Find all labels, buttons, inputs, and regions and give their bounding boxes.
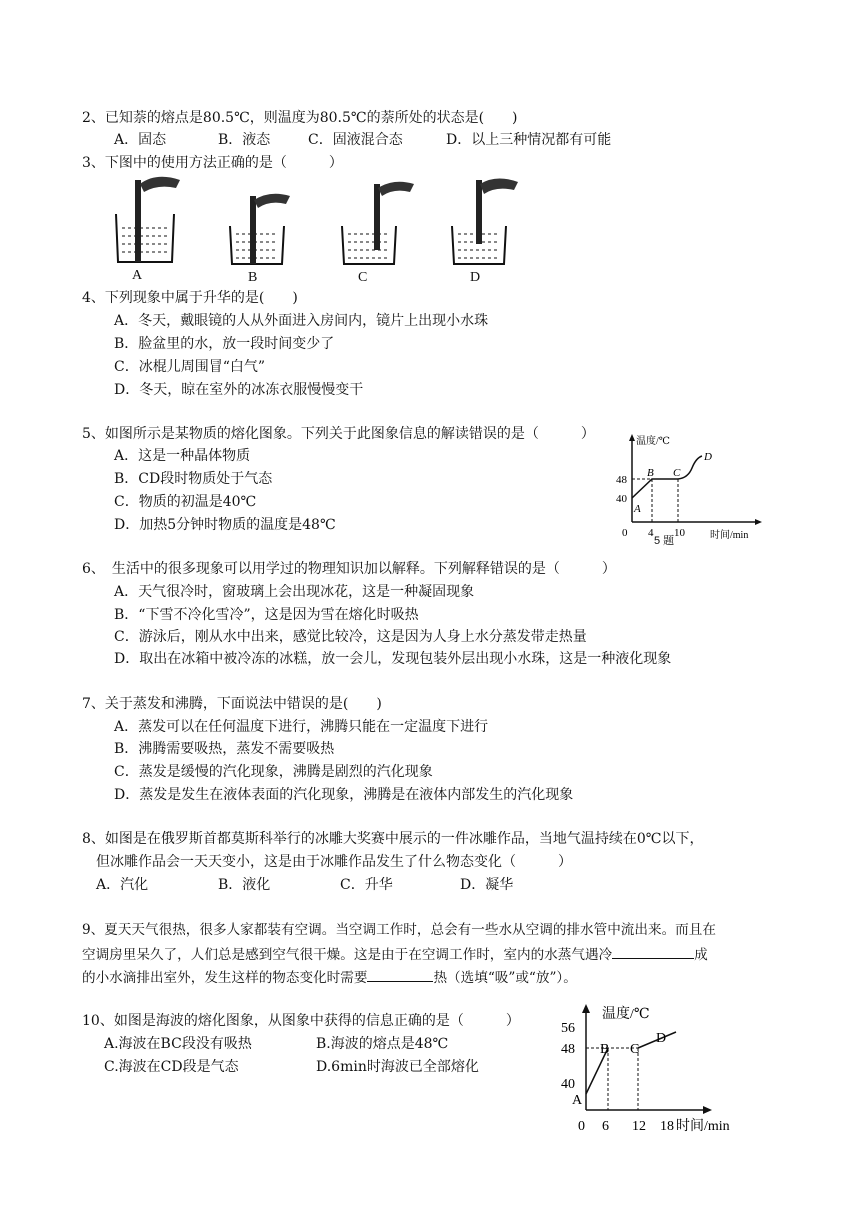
q9-line2-end: 成 xyxy=(694,947,708,963)
q10-point-c: C xyxy=(630,1042,640,1057)
q7-option-d: D．蒸发是发生在液体表面的汽化现象，沸腾是在液体内部发生的汽化现象 xyxy=(114,787,574,803)
q8-stem-line2: 但冰雕作品会一天天变小，这是由于冰雕作品发生了什么物态变化（ ） xyxy=(96,854,572,870)
q2-stem: 2、已知萘的熔点是80.5℃，则温度为80.5℃的萘所处的状态是( ) xyxy=(82,110,518,126)
q5-option-b: B．CD段时物质处于气态 xyxy=(114,471,273,487)
figure-a-beaker xyxy=(116,177,180,262)
q5-graph-caption: 5 题 xyxy=(654,535,675,547)
figure-b-beaker xyxy=(230,194,290,264)
q5-curve xyxy=(632,479,678,498)
q10-xlabel: 时间/min xyxy=(676,1119,730,1134)
q10-xtick-6: 6 xyxy=(602,1119,609,1134)
figure-label-a: A xyxy=(132,268,143,283)
q6-option-b: B．“下雪不冷化雪冷”，这是因为雪在熔化时吸热 xyxy=(114,607,419,623)
q10-xtick-0: 0 xyxy=(578,1119,585,1134)
figure-d-beaker xyxy=(452,178,518,264)
q8-option-b: B．液化 xyxy=(218,877,271,893)
q10-option-c: C.海波在CD段是气态 xyxy=(104,1059,239,1075)
q10-graph xyxy=(556,1002,746,1134)
q3-stem: 3、下图中的使用方法正确的是（ ） xyxy=(82,155,343,171)
q10-point-a: A xyxy=(572,1093,583,1108)
q5-ytick-40: 40 xyxy=(616,493,627,505)
q5-option-a: A．这是一种晶体物质 xyxy=(114,448,251,464)
q4-option-a: A．冬天，戴眼镜的人从外面进入房间内，镜片上出现小水珠 xyxy=(114,313,489,329)
q10-option-b: B.海波的熔点是48℃ xyxy=(316,1036,449,1052)
q9-blank-1[interactable] xyxy=(612,944,694,959)
q7-option-b: B．沸腾需要吸热，蒸发不需要吸热 xyxy=(114,741,335,757)
q5-ytick-48: 48 xyxy=(616,474,627,486)
q5-xtick-0: 0 xyxy=(622,527,628,539)
q10-ytick-56: 56 xyxy=(561,1021,575,1036)
q8-stem-line1: 8、如图是在俄罗斯首都莫斯科举行的冰雕大奖赛中展示的一件冰雕作品，当地气温持续在0℃以下， xyxy=(82,831,704,847)
q5-stem: 5、如图所示是某物质的熔化图象。下列关于此图象信息的解读错误的是（ ） xyxy=(82,426,595,442)
q5-point-a: A xyxy=(634,503,641,515)
q8-option-d: D．凝华 xyxy=(460,877,514,893)
q9-line3: 的小水滴排出室外，发生这样的物态变化时需要 xyxy=(82,970,368,986)
q8-option-c: C．升华 xyxy=(340,877,393,893)
q2-option-a: A．固态 xyxy=(114,132,167,148)
q10-xtick-18: 18 xyxy=(660,1119,674,1134)
q6-option-a: A．天气很冷时，窗玻璃上会出现冰花，这是一种凝固现象 xyxy=(114,584,475,600)
q4-option-b: B．脸盆里的水，放一段时间变少了 xyxy=(114,336,335,352)
q5-option-d: D．加热5分钟时物质的温度是48℃ xyxy=(114,517,336,533)
q9-line1: 9、夏天天气很热，很多人家都装有空调。当空调工作时，总会有一些水从空调的排水管中流出来。而且在 xyxy=(82,922,716,938)
q2-option-d: D．以上三种情况都有可能 xyxy=(446,132,612,148)
q5-point-c: C xyxy=(673,467,681,479)
figure-c-beaker xyxy=(342,182,414,264)
q10-ytick-40: 40 xyxy=(561,1077,575,1092)
q4-option-d: D．冬天，晾在室外的冰冻衣服慢慢变干 xyxy=(114,382,364,398)
q10-point-b: B xyxy=(600,1042,610,1057)
figure-label-b: B xyxy=(248,270,258,285)
q5-point-d: D xyxy=(704,451,712,463)
q6-stem: 6、 生活中的很多现象可以用学过的物理知识加以解释。下列解释错误的是（ ） xyxy=(82,561,616,577)
q10-stem: 10、如图是海波的熔化图象，从图象中获得的信息正确的是（ ） xyxy=(82,1013,520,1029)
q7-option-a: A．蒸发可以在任何温度下进行，沸腾只能在一定温度下进行 xyxy=(114,719,489,735)
q9-line3-end: 热（选填“吸”或“放”）。 xyxy=(433,970,577,986)
q9-line2: 空调房里呆久了，人们总是感到空气很干燥。这是由于在空调工作时，室内的水蒸气遇冷 xyxy=(82,947,613,963)
q2-option-c: C．固液混合态 xyxy=(308,132,403,148)
q9-blank-2[interactable] xyxy=(367,967,433,982)
q10-option-d: D.6min时海波已全部熔化 xyxy=(316,1059,479,1075)
q7-stem: 7、关于蒸发和沸腾，下面说法中错误的是( ) xyxy=(82,696,382,712)
q5-xlabel: 时间/min xyxy=(710,530,749,541)
q6-option-c: C．游泳后，刚从水中出来，感觉比较冷，这是因为人身上水分蒸发带走热量 xyxy=(114,629,587,645)
figure-label-d: D xyxy=(470,270,481,285)
q2-option-b: B．液态 xyxy=(218,132,271,148)
q4-option-c: C．冰棍儿周围冒“白气” xyxy=(114,359,266,375)
thermometer-figures xyxy=(100,170,540,265)
q5-xtick-4: 4 xyxy=(648,527,654,539)
q10-ytick-48: 48 xyxy=(561,1042,575,1057)
q5-ylabel: 温度/℃ xyxy=(636,436,670,447)
q7-option-c: C．蒸发是缓慢的汽化现象，沸腾是剧烈的汽化现象 xyxy=(114,764,433,780)
figure-label-c: C xyxy=(358,270,368,285)
q6-option-d: D．取出在冰箱中被冷冻的冰糕，放一会儿，发现包装外层出现小水珠，这是一种液化现象 xyxy=(114,651,672,667)
q5-graph xyxy=(612,432,762,548)
q5-point-b: B xyxy=(647,467,654,479)
q10-option-a: A.海波在BC段没有吸热 xyxy=(104,1036,252,1052)
q4-stem: 4、下列现象中属于升华的是( ) xyxy=(82,290,298,306)
q5-option-c: C．物质的初温是40℃ xyxy=(114,494,257,510)
q10-point-d: D xyxy=(656,1031,667,1046)
q10-ylabel: 温度/℃ xyxy=(602,1007,650,1022)
q5-xtick-10: 10 xyxy=(674,527,685,539)
q10-xtick-12: 12 xyxy=(632,1119,646,1134)
q8-option-a: A．汽化 xyxy=(96,877,149,893)
